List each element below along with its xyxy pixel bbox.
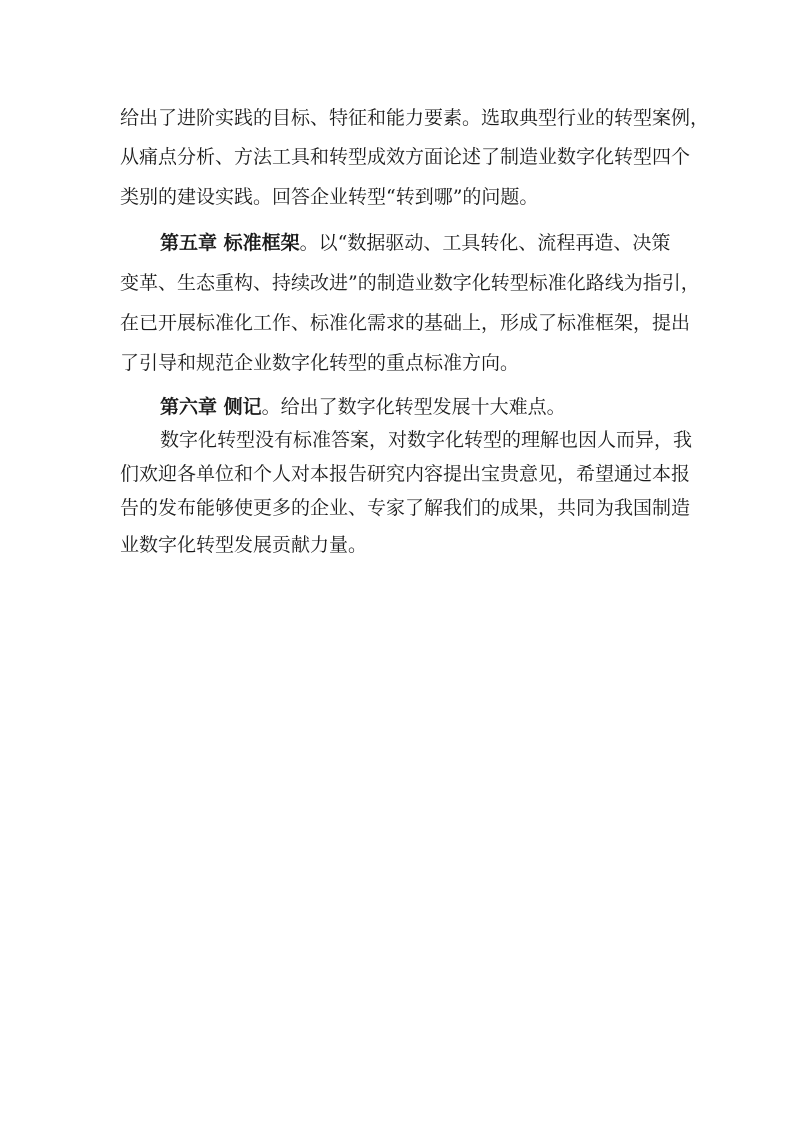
paragraph-line: 从痛点分析、方法工具和转型成效方面论述了制造业数字化转型四个 [120,146,691,168]
chapter6-text: 。给出了数字化转型发展十大难点。 [261,396,566,418]
paragraph-line: 类别的建设实践。回答企业转型“转到哪”的问题。 [120,186,539,208]
chapter5-heading: 第五章 标准框架 [160,232,300,254]
paragraph-line: 给出了进阶实践的目标、特征和能力要素。选取典型行业的转型案例， [120,107,710,129]
paragraph-line: 告的发布能够使更多的企业、专家了解我们的成果，共同为我国制造 [120,497,691,519]
chapter5-text: 。以“数据驱动、工具转化、流程再造、决策 [299,232,671,254]
paragraph-line: 了引导和规范企业数字化转型的重点标准方向。 [120,352,520,374]
paragraph-line: 们欢迎各单位和个人对本报告研究内容提出宝贵意见，希望通过本报 [120,463,691,485]
paragraph-line: 在已开展标准化工作、标准化需求的基础上，形成了标准框架，提出 [120,312,691,334]
paragraph-line: 变革、生态重构、持续改进”的制造业数字化转型标准化路线为指引， [120,272,700,294]
paragraph-line: 数字化转型没有标准答案，对数字化转型的理解也因人而异，我 [160,429,693,451]
chapter6-heading: 第六章 侧记 [160,396,262,418]
chapter6-line [160,394,676,420]
chapter5-line [160,230,676,256]
paragraph-line: 业数字化转型发展贡献力量。 [120,534,368,556]
